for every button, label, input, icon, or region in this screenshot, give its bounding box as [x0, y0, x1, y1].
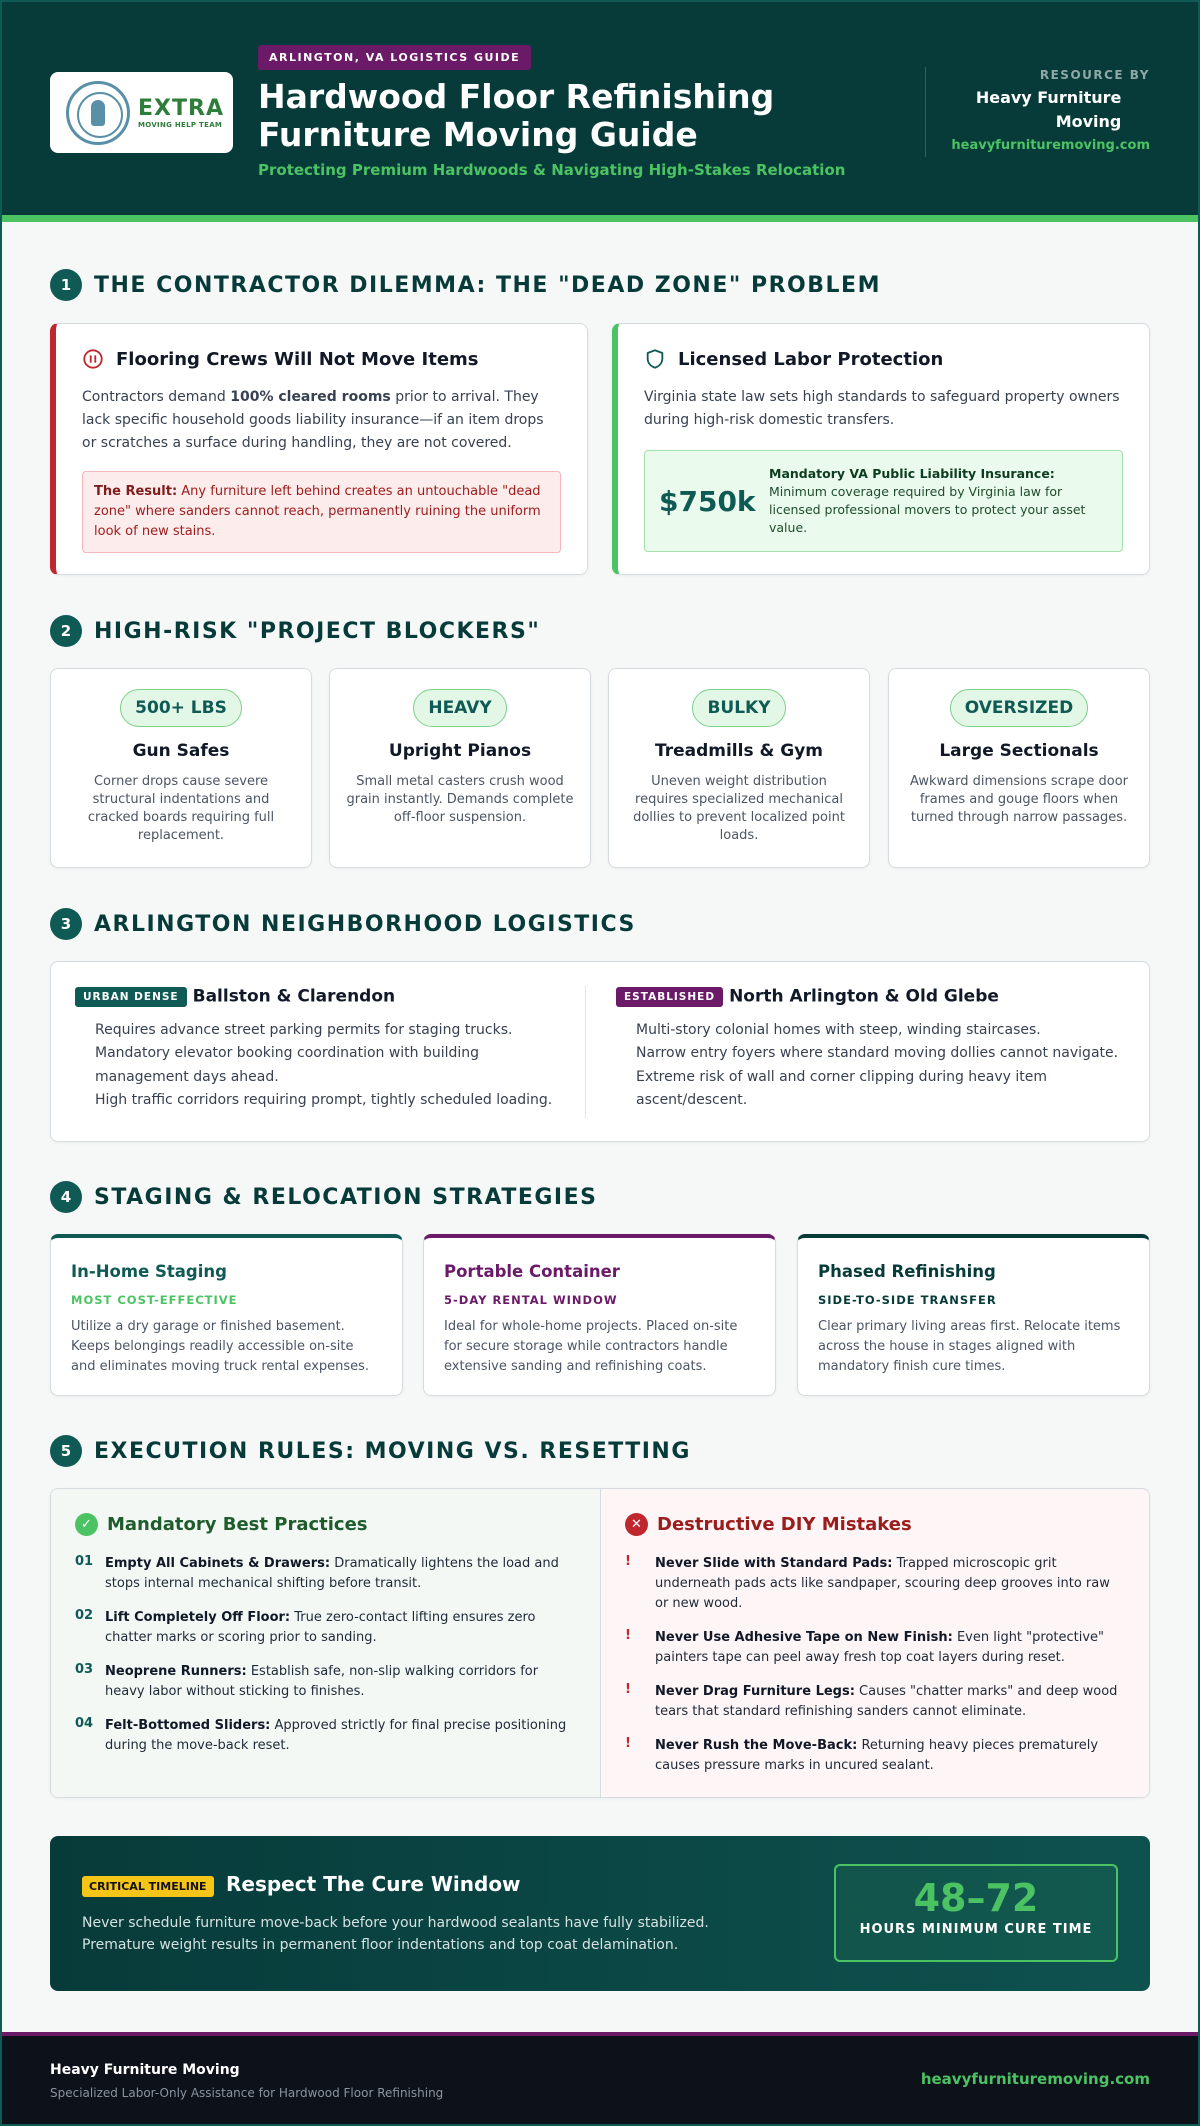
- rules-card: [50, 1488, 1150, 1798]
- list-item: Extreme risk of wall and corner clipping during heavy item: [636, 1068, 1048, 1085]
- dead-zone-card: [50, 323, 588, 575]
- insurance-callout: [644, 450, 1123, 552]
- neighborhood-north-arlington: [616, 986, 1136, 1113]
- neighborhood-ballston: [75, 986, 575, 1113]
- section-title: HIGH-RISK "PROJECT BLOCKERS": [94, 618, 541, 644]
- rule-item: 02 Lift Completely Off Floor: True zero-contact lifting ensures zero chatter marks or scoring prior to sanding.: [75, 1608, 536, 1645]
- pause-circle-icon: [82, 348, 104, 370]
- warning-icon: !: [625, 1682, 631, 1697]
- list-item: Narrow entry foyers where standard moving dollies cannot navigate.: [636, 1045, 1119, 1061]
- neighborhood-name: North Arlington & Old Glebe: [729, 986, 999, 1007]
- blocker-card: [608, 668, 870, 868]
- footer-link[interactable]: heavyfurnituremoving.com: [920, 2070, 1150, 2088]
- weight-pill: OVERSIZED: [950, 689, 1088, 727]
- eyebrow-badge: ARLINGTON, VA LOGISTICS GUIDE: [258, 45, 531, 70]
- list-item: Multi-story colonial homes with steep, winding staircases.: [636, 1021, 1041, 1038]
- best-practices: [51, 1489, 601, 1798]
- section-title: EXECUTION RULES: MOVING VS. RESETTING: [94, 1438, 691, 1464]
- weight-pill: 500+ LBS: [120, 689, 242, 727]
- resource-credit: [951, 68, 1150, 153]
- section-number: 4: [50, 1181, 82, 1213]
- rules-heading: Destructive DIY Mistakes: [657, 1514, 912, 1535]
- rule-item: ! Never Use Adhesive Tape on New Finish: Even light "protective" painters tape can peel away fresh top coat layers during reset.: [625, 1628, 1127, 1668]
- resource-name: Heavy Furniture Moving: [975, 88, 1122, 131]
- logo[interactable]: [50, 72, 233, 153]
- rule-item: ! Never Drag Furniture Legs: Causes "chatter marks" and deep wood tears that standard refinishing sanders cannot eliminate.: [625, 1682, 1127, 1722]
- section-execution-rules: [50, 1434, 1150, 1773]
- blocker-name: Large Sectionals: [939, 741, 1099, 761]
- section-project-blockers: [50, 614, 1150, 843]
- callout-title: Respect The Cure Window: [226, 1872, 521, 1896]
- list-item: Requires advance street parking permits for staging trucks.: [95, 1021, 513, 1038]
- strategy-card: [423, 1234, 776, 1396]
- blocker-name: Gun Safes: [132, 741, 230, 761]
- rule-item: 03 Neoprene Runners: Establish safe, non-slip walking corridors for heavy labor without sticking to finishes.: [75, 1662, 539, 1699]
- rule-item: ! Never Slide with Standard Pads: Trapped microscopic grit underneath pads acts like sandpaper, scouring deep grooves into raw or new wood.: [625, 1554, 1127, 1614]
- logo-subtext: MOVING HELP TEAM: [138, 120, 223, 129]
- strategy-desc: Ideal for whole-home projects. Placed on-site for secure storage while contractors handle extensive sanding and refinishing coats.: [444, 1319, 738, 1374]
- neighborhood-name: Ballston & Clarendon: [192, 986, 396, 1007]
- logo-word: EXTRA: [138, 95, 224, 121]
- strategy-name: Portable Container: [444, 1262, 620, 1281]
- weight-pill: HEAVY: [413, 689, 506, 727]
- check-icon: ✓: [75, 1513, 98, 1536]
- blocker-desc: Uneven weight distribution requires specialized mechanical dollies to prevent localized point loads.: [633, 774, 845, 843]
- result-callout: The Result: Any furniture left behind creates an untouchable "dead zone" where sanders cannot reach, permanently ruining the uniform look of new stains.: [82, 471, 561, 553]
- licensed-labor-card: [612, 323, 1150, 575]
- title-line-1: Hardwood Floor Refinishing: [258, 77, 775, 116]
- strategy-desc: Clear primary living areas first. Relocate items across the house in stages aligned with mandatory finish cure times.: [818, 1319, 1121, 1374]
- list-item: ascent/descent.: [636, 1092, 748, 1108]
- neighborhood-tag: URBAN DENSE: [75, 987, 187, 1007]
- section-title: THE CONTRACTOR DILEMMA: THE "DEAD ZONE" PROBLEM: [94, 272, 881, 298]
- blocker-card: [329, 668, 591, 868]
- strategy-subtitle: 5-DAY RENTAL WINDOW: [444, 1293, 618, 1307]
- section-number: 3: [50, 908, 82, 940]
- section-number: 5: [50, 1435, 82, 1467]
- list-item: High traffic corridors requiring prompt, tightly scheduled loading.: [95, 1092, 553, 1108]
- shield-icon: [644, 348, 666, 370]
- diy-mistakes: [601, 1489, 1150, 1798]
- strategy-name: In-Home Staging: [71, 1262, 227, 1281]
- x-icon: ✕: [625, 1513, 648, 1536]
- card-body: Virginia state law sets high standards to safeguard property owners during high-risk domestic transfers.: [644, 389, 1120, 428]
- strategy-card: [50, 1234, 403, 1396]
- strategy-desc: Utilize a dry garage or finished basement. Keeps belongings readily accessible on-site and eliminates moving truck rental expenses.: [71, 1319, 370, 1374]
- blocker-name: Upright Pianos: [388, 741, 532, 761]
- strategy-subtitle: MOST COST-EFFECTIVE: [71, 1293, 238, 1307]
- blocker-desc: Corner drops cause severe structural indentations and cracked boards requiring full replacement.: [87, 774, 275, 843]
- blocker-card: [50, 668, 312, 868]
- blocker-name: Treadmills & Gym: [654, 741, 823, 761]
- cure-time-label: HOURS MINIMUM CURE TIME: [859, 1922, 1093, 1937]
- footer: [2, 2032, 1198, 2126]
- list-item: management days ahead.: [95, 1068, 279, 1085]
- cure-time-value: 48–72: [913, 1876, 1039, 1920]
- weight-pill: BULKY: [692, 689, 785, 727]
- callout-text: Never schedule furniture move-back before your hardwood sealants have fully stabilized. Premature weight results in permanent floor indentations and top coat delamination.: [82, 1915, 709, 1953]
- section-staging-strategies: [50, 1180, 1150, 1374]
- section-contractor-dilemma: [50, 268, 1150, 539]
- rules-heading: Mandatory Best Practices: [107, 1514, 368, 1535]
- column-divider: [585, 986, 586, 1118]
- logo-seal-icon: [66, 81, 130, 145]
- blocker-desc: Small metal casters crush wood grain instantly. Demands complete off-floor suspension.: [346, 774, 574, 825]
- list-item: Mandatory elevator booking coordination with building: [95, 1045, 480, 1061]
- cure-time-box: [834, 1864, 1118, 1962]
- footer-company: Heavy Furniture Moving: [50, 2062, 240, 2078]
- rule-item: 01 Empty All Cabinets & Drawers: Dramatically lightens the load and stops internal mechanical shifting before transit.: [75, 1554, 559, 1591]
- footer-tagline: Specialized Labor-Only Assistance for Hardwood Floor Refinishing: [50, 2086, 444, 2100]
- blocker-desc: Awkward dimensions scrape door frames and gouge floors when turned through narrow passages.: [910, 774, 1128, 825]
- section-number: 2: [50, 615, 82, 647]
- warning-icon: !: [625, 1554, 631, 1569]
- rule-item: 04 Felt-Bottomed Sliders: Approved strictly for final precise positioning during the move-back reset.: [75, 1716, 567, 1753]
- rule-item: ! Never Rush the Move-Back: Returning heavy pieces prematurely causes pressure marks in uncured sealant.: [625, 1736, 1127, 1776]
- title-line-2: Furniture Moving Guide: [258, 115, 698, 154]
- card-heading: Licensed Labor Protection: [678, 348, 944, 370]
- neighborhood-tag: ESTABLISHED: [616, 987, 723, 1007]
- warning-icon: !: [625, 1736, 631, 1751]
- insurance-amount: $750k: [659, 484, 756, 518]
- card-body: Contractors demand 100% cleared rooms prior to arrival. They lack specific household goods liability insurance—if an item drops or scratches a surface during handling, they are not covered.: [82, 389, 544, 451]
- section-neighborhood-logistics: [50, 907, 1150, 1108]
- section-title: ARLINGTON NEIGHBORHOOD LOGISTICS: [94, 911, 636, 937]
- neighborhood-card: [50, 961, 1150, 1142]
- section-number: 1: [50, 269, 82, 301]
- page-subtitle: Protecting Premium Hardwoods & Navigating High-Stakes Relocation: [258, 161, 846, 179]
- header: [2, 2, 1198, 222]
- header-divider: [925, 67, 926, 157]
- critical-timeline-badge: CRITICAL TIMELINE: [82, 1876, 214, 1897]
- warning-icon: !: [625, 1628, 631, 1643]
- section-title: STAGING & RELOCATION STRATEGIES: [94, 1184, 598, 1210]
- card-heading: Flooring Crews Will Not Move Items: [116, 348, 479, 370]
- strategy-card: [797, 1234, 1150, 1396]
- cure-window-callout: [50, 1836, 1150, 1991]
- strategy-subtitle: SIDE-TO-SIDE TRANSFER: [818, 1293, 997, 1307]
- insurance-text: Mandatory VA Public Liability Insurance: Minimum coverage required by Virginia law for licensed professional movers to protect your asset value.: [769, 466, 1086, 535]
- page-title: [258, 78, 898, 154]
- blocker-card: [888, 668, 1150, 868]
- resource-label: RESOURCE BY: [1039, 68, 1150, 82]
- strategy-name: Phased Refinishing: [818, 1262, 996, 1281]
- resource-link[interactable]: heavyfurnituremoving.com: [951, 138, 1150, 153]
